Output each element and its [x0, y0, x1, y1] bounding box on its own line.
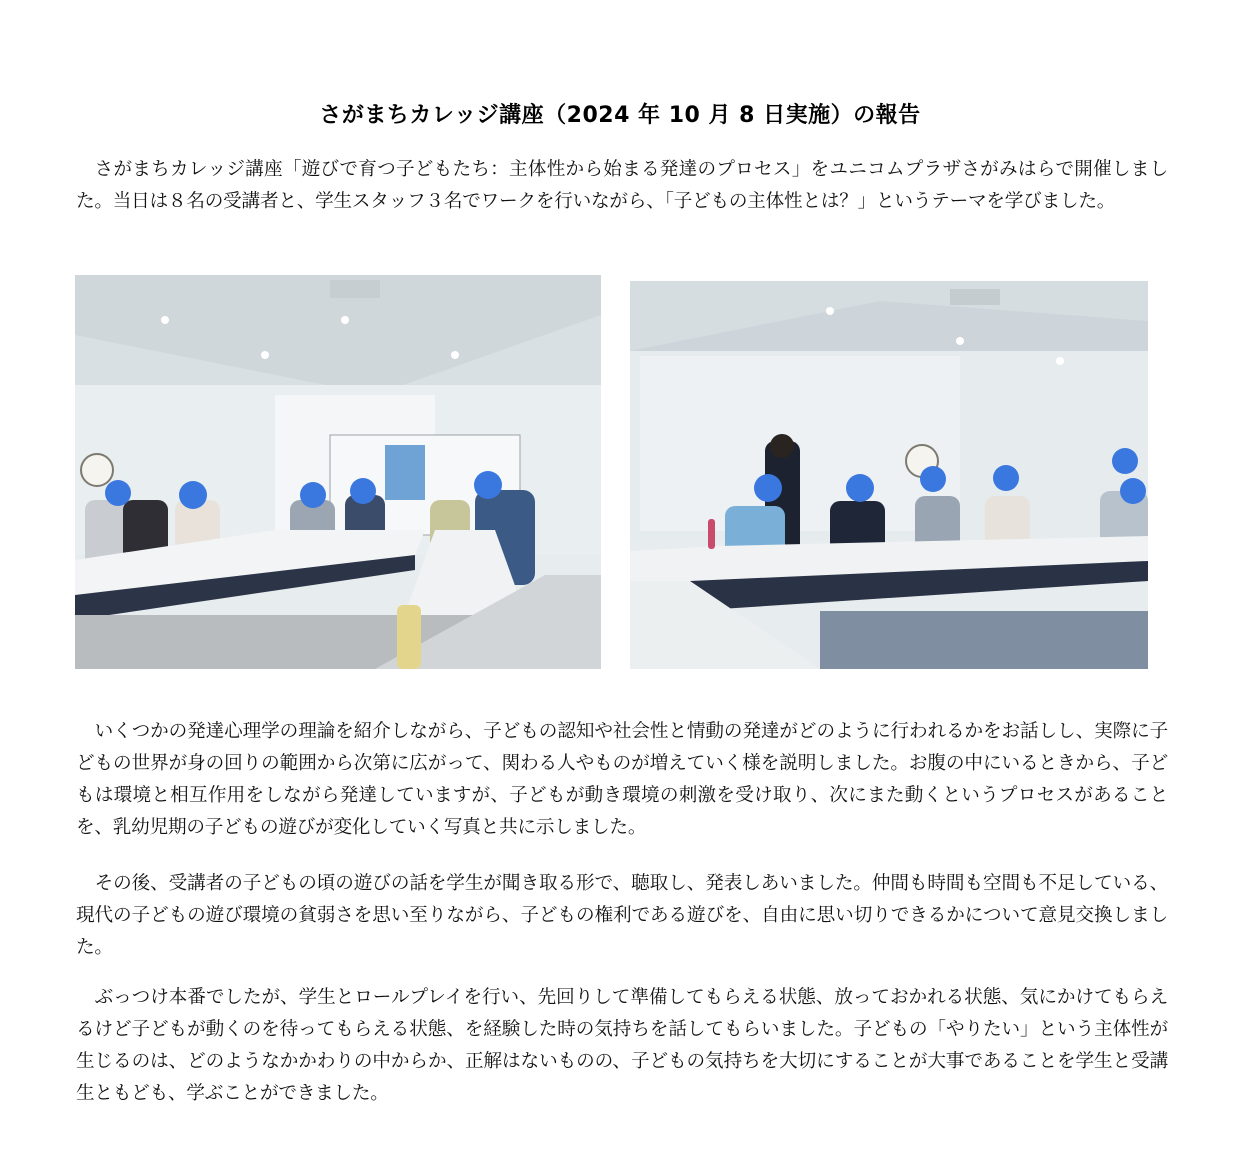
body-paragraph: いくつかの発達心理学の理論を紹介しながら、子どもの認知や社会性と情動の発達がどのように行われるかをお話しし、実際に子どもの世界が身の回りの範囲から次第に広がって、関わる人やものが増えていく様を説明しました。お腹の中にいるときから、子どもは環境と相互作用をしながら発達していますが、子どもが動き環境の刺激を受け取り、次にまた動くというプロセスがあることを、乳幼児期の子どもの遊びが変化していく写真と共に示しました。 — [76, 721, 1168, 838]
body-paragraph: ぶっつけ本番でしたが、学生とロールプレイを行い、先回りして準備してもらえる状態、放っておかれる状態、気にかけてもらえるけど子どもが動くのを待ってもらえる状態、を経験した時の気持ちを話してもらいました。子どもの「やりたい」という主体性が生じるのは、どのようなかかわりの中からか、正解はないものの、子どもの気持ちを大切にすることが大事であることを学生と受講生ともども、学ぶことができました。 — [76, 987, 1168, 1104]
intro-paragraph: さがまちカレッジ講座「遊びで育つ子どもたち：主体性から始まる発達のプロセス」をユニコムプラザさがみはらで開催しました。当日は８名の受講者と、学生スタッフ３名でワークを行いながら、「子どもの主体性とは？」というテーマを学びました。 — [76, 159, 1168, 212]
report-title: さがまちカレッジ講座（2024 年 10 月 8 日実施）の報告 — [319, 103, 921, 128]
body-paragraph: その後、受講者の子どもの頃の遊びの話を学生が聞き取る形で、聴取し、発表しあいました。仲間も時間も空間も不足している、現代の子どもの遊び環境の貧弱さを思い至りながら、子どもの権利である遊びを、自由に思い切りできるかについて意見交換しました。 — [76, 873, 1168, 958]
lecture-photo-right — [630, 281, 1148, 669]
lecture-photo-left — [75, 275, 601, 669]
